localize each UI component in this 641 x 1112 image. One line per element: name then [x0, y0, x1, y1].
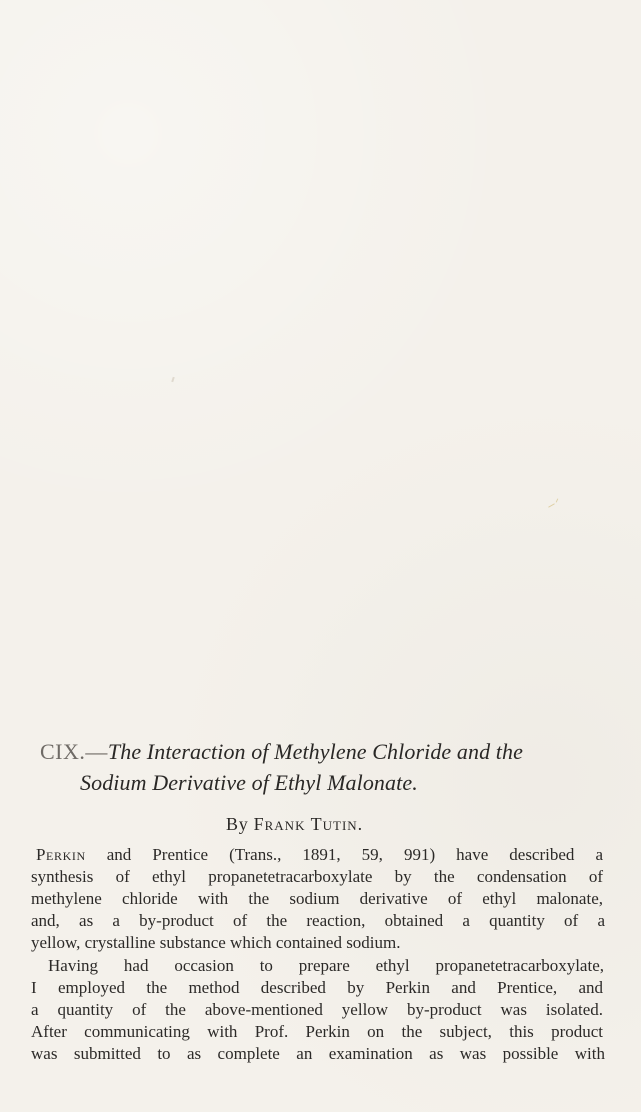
paper-speck — [548, 503, 555, 507]
article-title-line-1 — [40, 738, 610, 766]
cited-author: Perkin — [36, 845, 86, 864]
paragraph-2-line-5: was submitted to as complete an examination as was possible with — [31, 1044, 605, 1063]
author-name: Frank Tutin. — [253, 814, 364, 834]
paper-speck — [556, 498, 559, 502]
title-dash: — — [85, 739, 108, 764]
title-text-line-1: The Interaction of Methylene Chloride and the — [107, 739, 523, 764]
paragraph-1-line-5: yellow, crystalline substance which contained sodium. — [31, 933, 401, 952]
author-byline — [226, 813, 363, 835]
paragraph-2-line-4: After communicating with Prof. Perkin on the subject, this product — [31, 1022, 603, 1041]
article-number: CIX. — [40, 739, 86, 764]
title-text-line-2: Sodium Derivative of Ethyl Malonate. — [80, 770, 418, 795]
paragraph-1-line-1 — [36, 845, 603, 865]
paragraph-1-line-3: methylene chloride with the sodium derivative of ethyl malonate, — [31, 889, 603, 908]
byline-prefix: By — [226, 814, 249, 834]
paragraph-1-line-4: and, as a by-product of the reaction, obtained a quantity of a — [31, 911, 605, 930]
paper-speck — [171, 377, 174, 382]
paragraph-2-line-1: Having had occasion to prepare ethyl propanetetracarboxylate, — [48, 956, 604, 975]
paragraph-2-line-2: I employed the method described by Perkin and Prentice, and — [31, 978, 603, 997]
article-title-line-2 — [80, 769, 641, 797]
paragraph-1-line-2: synthesis of ethyl propanetetracarboxylate by the condensation of — [31, 867, 603, 886]
paragraph-2-line-3: a quantity of the above-mentioned yellow by-product was isolated. — [31, 1000, 603, 1019]
paragraph-text: and Prentice (Trans., 1891, 59, 991) have described a — [85, 845, 603, 864]
